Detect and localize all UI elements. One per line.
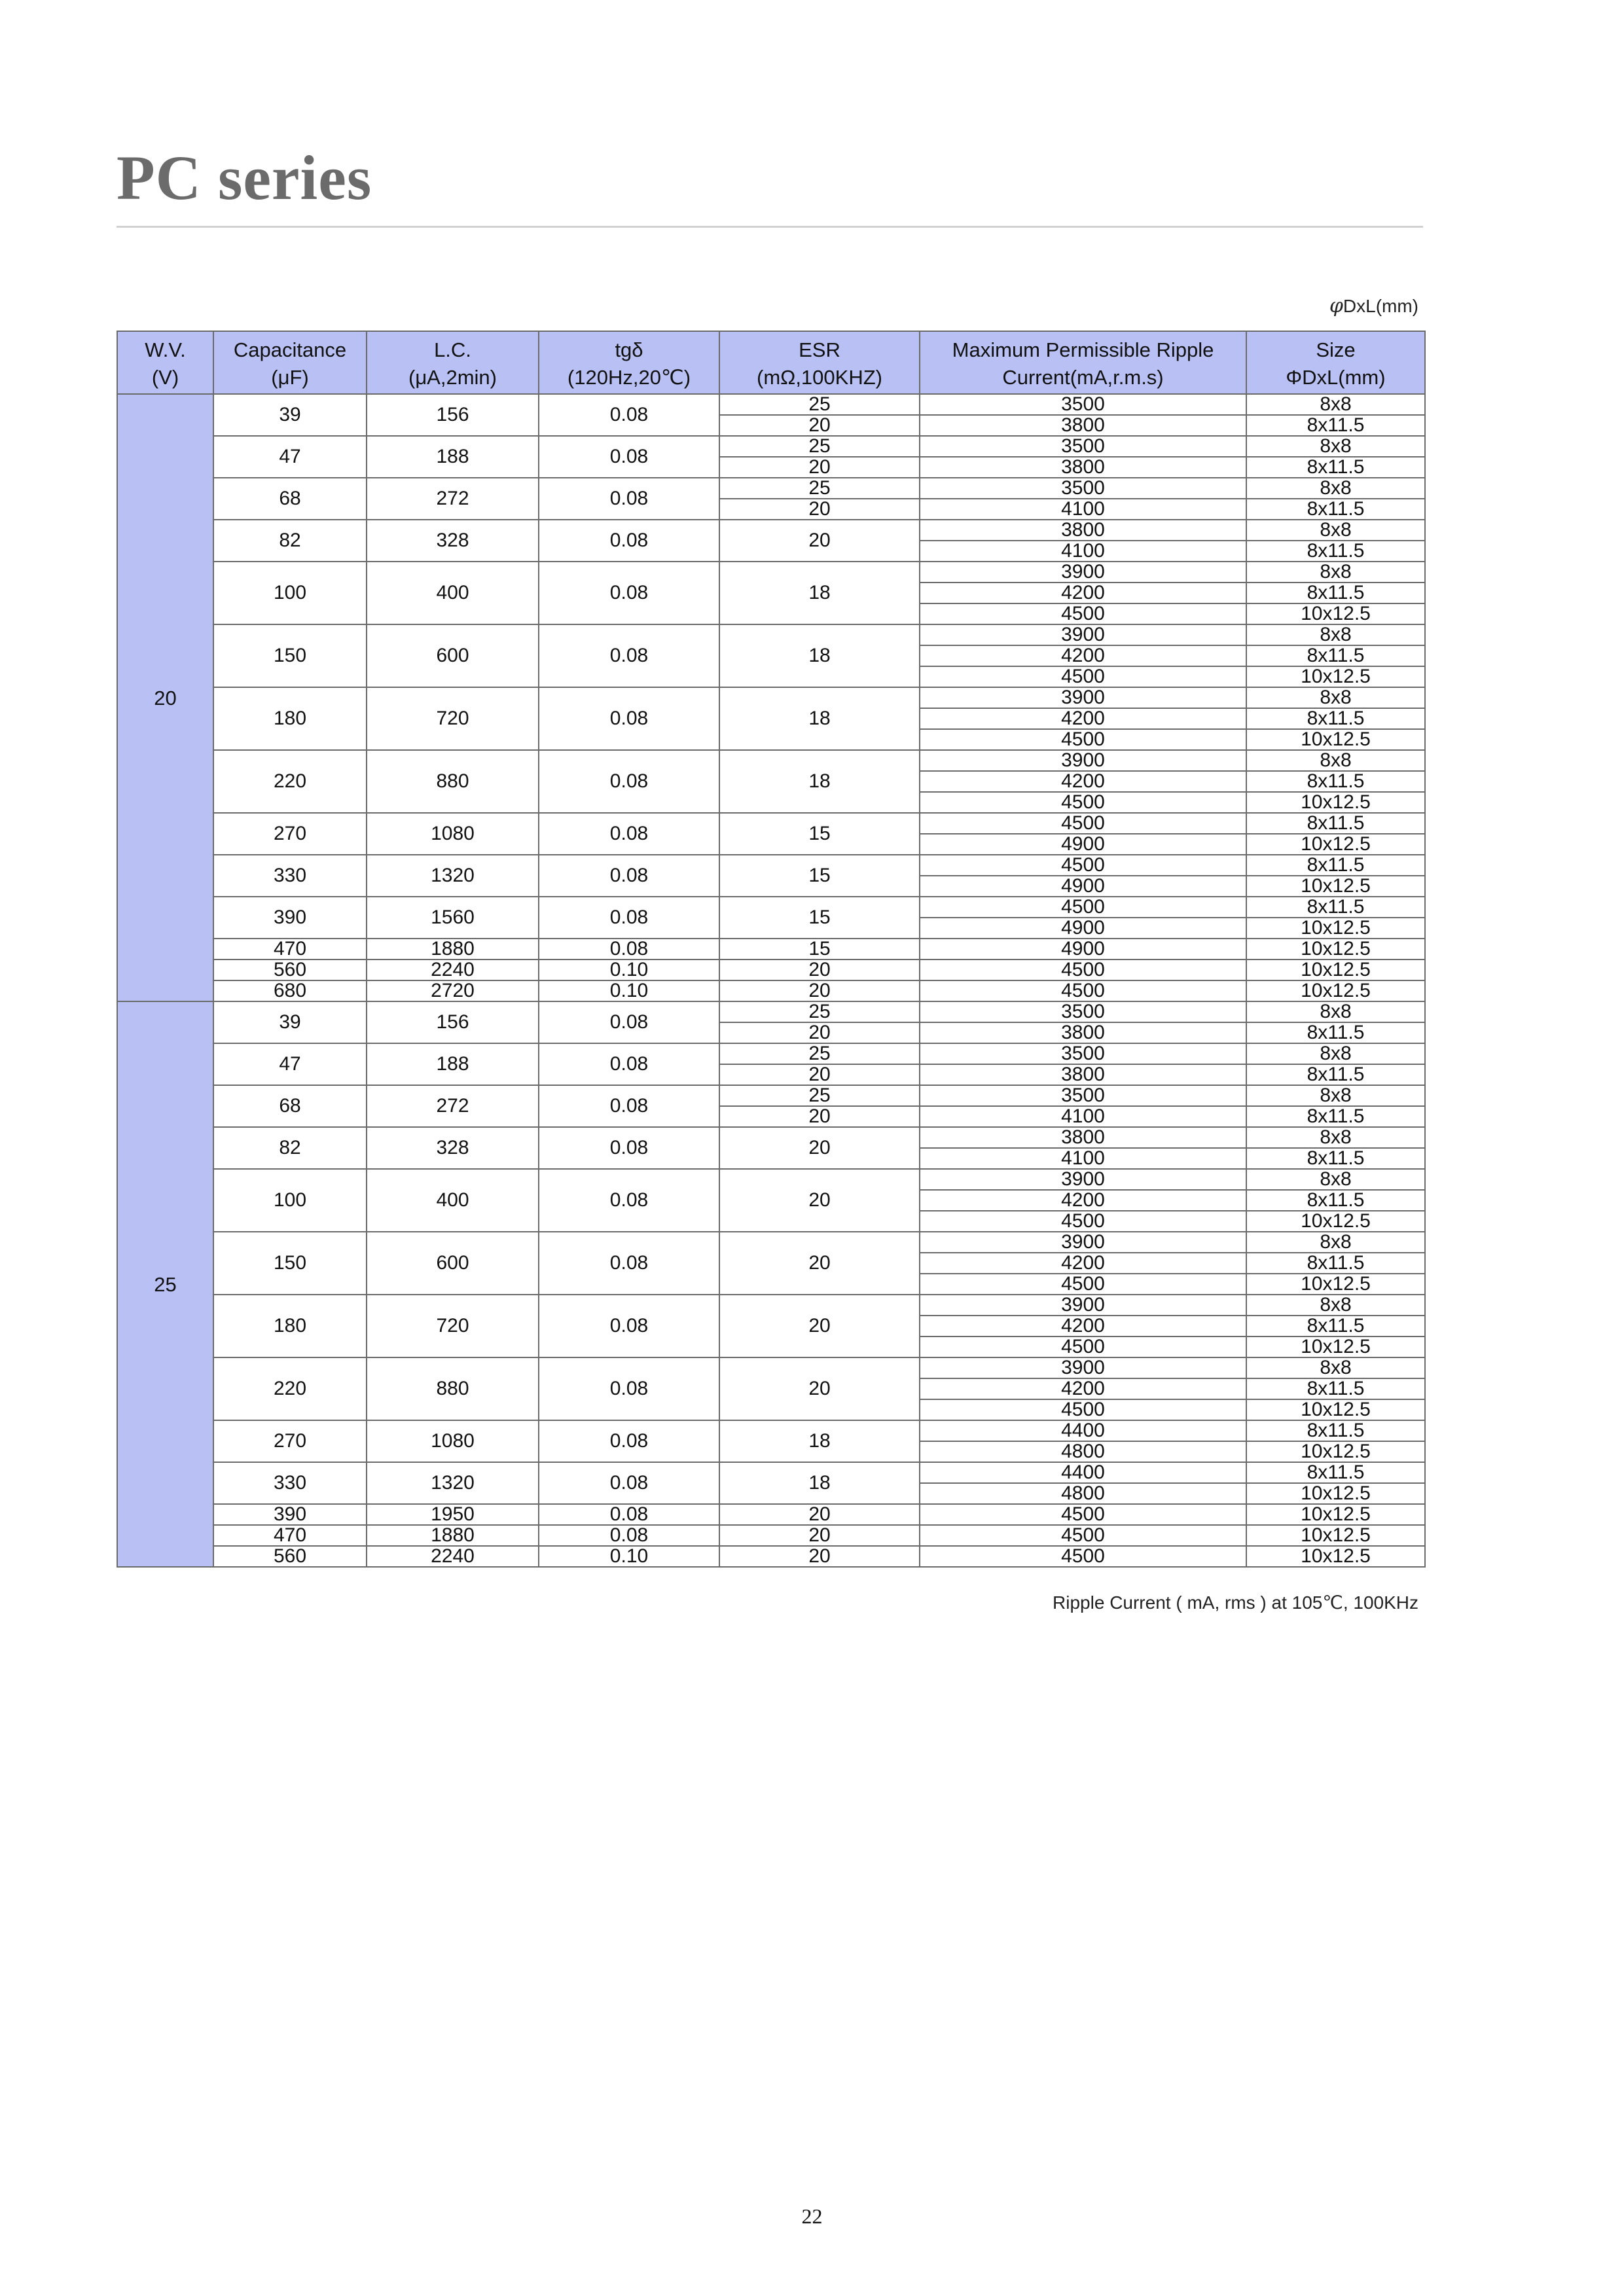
size-cell: 8x11.5	[1246, 1022, 1425, 1043]
capacitance-cell: 390	[213, 1504, 367, 1525]
tg-cell: 0.08	[539, 1295, 719, 1357]
size-cell: 8x8	[1246, 562, 1425, 583]
tg-cell: 0.08	[539, 855, 719, 897]
tg-cell: 0.08	[539, 813, 719, 855]
ripple-cell: 4100	[920, 1148, 1246, 1169]
ripple-cell: 3900	[920, 1169, 1246, 1190]
ripple-cell: 3900	[920, 562, 1246, 583]
size-cell: 8x8	[1246, 1001, 1425, 1022]
esr-cell: 20	[719, 1504, 920, 1525]
table-row	[117, 1169, 1425, 1190]
size-cell: 8x11.5	[1246, 1064, 1425, 1085]
ripple-cell: 3900	[920, 1295, 1246, 1316]
size-cell: 8x11.5	[1246, 457, 1425, 478]
ripple-cell: 4100	[920, 1106, 1246, 1127]
tg-cell: 0.08	[539, 1504, 719, 1525]
size-cell: 8x11.5	[1246, 708, 1425, 729]
ripple-cell: 4900	[920, 939, 1246, 960]
size-cell: 10x12.5	[1246, 1336, 1425, 1357]
capacitance-cell: 150	[213, 624, 367, 687]
esr-cell: 20	[719, 1169, 920, 1232]
table-row	[117, 897, 1425, 918]
lc-cell: 1880	[367, 1525, 539, 1546]
esr-cell: 25	[719, 1085, 920, 1106]
capacitance-cell: 470	[213, 1525, 367, 1546]
ripple-cell: 4500	[920, 1399, 1246, 1420]
size-cell: 8x8	[1246, 750, 1425, 771]
esr-cell: 18	[719, 562, 920, 624]
lc-cell: 720	[367, 687, 539, 750]
ripple-cell: 4800	[920, 1441, 1246, 1462]
esr-cell: 20	[719, 1525, 920, 1546]
wv-cell: 20	[117, 394, 213, 1001]
size-cell: 8x11.5	[1246, 541, 1425, 562]
esr-cell: 15	[719, 855, 920, 897]
esr-cell: 20	[719, 980, 920, 1001]
size-cell: 8x8	[1246, 478, 1425, 499]
capacitance-cell: 470	[213, 939, 367, 960]
size-cell: 10x12.5	[1246, 1211, 1425, 1232]
size-cell: 8x8	[1246, 1043, 1425, 1064]
header-capacitance-unit: (μF)	[213, 363, 367, 394]
esr-cell: 25	[719, 436, 920, 457]
lc-cell: 880	[367, 1357, 539, 1420]
ripple-cell: 4900	[920, 876, 1246, 897]
size-cell: 10x12.5	[1246, 876, 1425, 897]
esr-cell: 15	[719, 813, 920, 855]
table-row	[117, 980, 1425, 1001]
esr-cell: 25	[719, 1043, 920, 1064]
ripple-cell: 4900	[920, 834, 1246, 855]
tg-cell: 0.08	[539, 1169, 719, 1232]
ripple-cell: 4800	[920, 1483, 1246, 1504]
size-cell: 8x11.5	[1246, 1420, 1425, 1441]
lc-cell: 2240	[367, 960, 539, 980]
ripple-cell: 3500	[920, 1085, 1246, 1106]
size-cell: 8x11.5	[1246, 813, 1425, 834]
size-cell: 10x12.5	[1246, 960, 1425, 980]
lc-cell: 400	[367, 562, 539, 624]
size-cell: 10x12.5	[1246, 729, 1425, 750]
size-cell: 8x11.5	[1246, 1148, 1425, 1169]
esr-cell: 20	[719, 1106, 920, 1127]
lc-cell: 328	[367, 1127, 539, 1169]
table-row	[117, 1357, 1425, 1378]
size-cell: 8x8	[1246, 1357, 1425, 1378]
lc-cell: 1320	[367, 1462, 539, 1504]
size-cell: 8x11.5	[1246, 415, 1425, 436]
table-row	[117, 1001, 1425, 1022]
table-row	[117, 1232, 1425, 1253]
ripple-cell: 3900	[920, 687, 1246, 708]
capacitance-cell: 100	[213, 562, 367, 624]
ripple-cell: 4500	[920, 960, 1246, 980]
esr-cell: 18	[719, 750, 920, 813]
tg-cell: 0.08	[539, 687, 719, 750]
lc-cell: 188	[367, 1043, 539, 1085]
header-size: Size	[1246, 331, 1425, 363]
capacitance-cell: 220	[213, 1357, 367, 1420]
ripple-cell: 4200	[920, 771, 1246, 792]
size-cell: 8x8	[1246, 520, 1425, 541]
lc-cell: 400	[367, 1169, 539, 1232]
unit-note	[1329, 295, 1418, 317]
lc-cell: 720	[367, 1295, 539, 1357]
capacitance-cell: 82	[213, 520, 367, 562]
tg-cell: 0.08	[539, 562, 719, 624]
lc-cell: 156	[367, 394, 539, 436]
tg-cell: 0.08	[539, 750, 719, 813]
tg-cell: 0.08	[539, 436, 719, 478]
table-row	[117, 855, 1425, 876]
lc-cell: 1560	[367, 897, 539, 939]
ripple-cell: 3500	[920, 1043, 1246, 1064]
table-row	[117, 1546, 1425, 1567]
size-cell: 8x11.5	[1246, 1253, 1425, 1274]
table-row	[117, 960, 1425, 980]
table-row	[117, 1462, 1425, 1483]
table-row	[117, 1085, 1425, 1106]
size-cell: 10x12.5	[1246, 1525, 1425, 1546]
lc-cell: 600	[367, 1232, 539, 1295]
tg-cell: 0.10	[539, 960, 719, 980]
capacitance-cell: 150	[213, 1232, 367, 1295]
header-ripple: Maximum Permissible Ripple	[920, 331, 1246, 363]
size-cell: 8x11.5	[1246, 1106, 1425, 1127]
ripple-cell: 4200	[920, 1253, 1246, 1274]
ripple-cell: 3800	[920, 457, 1246, 478]
tg-cell: 0.10	[539, 1546, 719, 1567]
esr-cell: 20	[719, 1232, 920, 1295]
esr-cell: 20	[719, 499, 920, 520]
header-esr: ESR	[719, 331, 920, 363]
esr-cell: 20	[719, 1022, 920, 1043]
size-cell: 10x12.5	[1246, 980, 1425, 1001]
lc-cell: 1320	[367, 855, 539, 897]
size-cell: 10x12.5	[1246, 918, 1425, 939]
size-cell: 10x12.5	[1246, 1441, 1425, 1462]
table-row	[117, 1504, 1425, 1525]
tg-cell: 0.08	[539, 939, 719, 960]
capacitance-cell: 180	[213, 687, 367, 750]
capacitance-cell: 180	[213, 1295, 367, 1357]
capacitance-cell: 68	[213, 1085, 367, 1127]
table-row	[117, 1043, 1425, 1064]
ripple-cell: 4500	[920, 1211, 1246, 1232]
ripple-cell: 3800	[920, 1022, 1246, 1043]
ripple-cell: 4400	[920, 1420, 1246, 1441]
table-row	[117, 1295, 1425, 1316]
size-cell: 10x12.5	[1246, 939, 1425, 960]
size-cell: 8x8	[1246, 436, 1425, 457]
esr-cell: 20	[719, 1357, 920, 1420]
tg-cell: 0.08	[539, 1127, 719, 1169]
size-cell: 8x8	[1246, 1127, 1425, 1148]
ripple-cell: 3500	[920, 478, 1246, 499]
ripple-cell: 4500	[920, 1504, 1246, 1525]
table-row	[117, 687, 1425, 708]
capacitance-cell: 100	[213, 1169, 367, 1232]
size-cell: 8x11.5	[1246, 897, 1425, 918]
size-cell: 10x12.5	[1246, 603, 1425, 624]
capacitance-cell: 330	[213, 1462, 367, 1504]
size-cell: 8x11.5	[1246, 771, 1425, 792]
ripple-cell: 4500	[920, 813, 1246, 834]
capacitance-cell: 560	[213, 1546, 367, 1567]
lc-cell: 1880	[367, 939, 539, 960]
table-row	[117, 520, 1425, 541]
size-cell: 8x11.5	[1246, 855, 1425, 876]
size-cell: 8x8	[1246, 1295, 1425, 1316]
size-cell: 8x8	[1246, 624, 1425, 645]
ripple-cell: 3800	[920, 1064, 1246, 1085]
esr-cell: 20	[719, 1127, 920, 1169]
capacitance-cell: 47	[213, 1043, 367, 1085]
footnote: Ripple Current ( mA, rms ) at 105℃, 100KHz	[1053, 1592, 1418, 1613]
size-cell: 8x11.5	[1246, 645, 1425, 666]
esr-cell: 20	[719, 960, 920, 980]
esr-cell: 25	[719, 394, 920, 415]
title-divider	[117, 226, 1423, 228]
ripple-cell: 4200	[920, 1378, 1246, 1399]
esr-cell: 20	[719, 520, 920, 562]
header-ripple-unit: Current(mA,r.m.s)	[920, 363, 1246, 394]
table-row	[117, 436, 1425, 457]
lc-cell: 1080	[367, 813, 539, 855]
lc-cell: 188	[367, 436, 539, 478]
size-cell: 8x8	[1246, 687, 1425, 708]
esr-cell: 20	[719, 1064, 920, 1085]
ripple-cell: 4200	[920, 1190, 1246, 1211]
size-cell: 8x8	[1246, 1169, 1425, 1190]
page-title: PC series	[117, 143, 372, 213]
spec-table-body	[117, 394, 1425, 1567]
esr-cell: 18	[719, 624, 920, 687]
capacitance-cell: 39	[213, 394, 367, 436]
lc-cell: 600	[367, 624, 539, 687]
ripple-cell: 4500	[920, 603, 1246, 624]
capacitance-cell: 330	[213, 855, 367, 897]
header-wv-unit: (V)	[117, 363, 213, 394]
ripple-cell: 4100	[920, 541, 1246, 562]
size-cell: 10x12.5	[1246, 1483, 1425, 1504]
table-row	[117, 1525, 1425, 1546]
table-row	[117, 1127, 1425, 1148]
header-lc: L.C.	[367, 331, 539, 363]
esr-cell: 18	[719, 1420, 920, 1462]
size-cell: 8x11.5	[1246, 583, 1425, 603]
size-cell: 10x12.5	[1246, 1399, 1425, 1420]
ripple-cell: 3800	[920, 1127, 1246, 1148]
ripple-cell: 3500	[920, 1001, 1246, 1022]
tg-cell: 0.08	[539, 1232, 719, 1295]
esr-cell: 20	[719, 457, 920, 478]
ripple-cell: 4500	[920, 1546, 1246, 1567]
esr-cell: 18	[719, 1462, 920, 1504]
lc-cell: 880	[367, 750, 539, 813]
ripple-cell: 4500	[920, 1525, 1246, 1546]
table-row	[117, 1420, 1425, 1441]
table-row	[117, 478, 1425, 499]
header-tg: tgδ	[539, 331, 719, 363]
header-tg-unit: (120Hz,20℃)	[539, 363, 719, 394]
esr-cell: 20	[719, 1295, 920, 1357]
capacitance-cell: 68	[213, 478, 367, 520]
tg-cell: 0.08	[539, 624, 719, 687]
lc-cell: 156	[367, 1001, 539, 1043]
ripple-cell: 4900	[920, 918, 1246, 939]
page-number: 22	[801, 2204, 823, 2228]
lc-cell: 328	[367, 520, 539, 562]
lc-cell: 272	[367, 1085, 539, 1127]
esr-cell: 15	[719, 897, 920, 939]
ripple-cell: 3900	[920, 1357, 1246, 1378]
lc-cell: 1950	[367, 1504, 539, 1525]
ripple-cell: 3500	[920, 394, 1246, 415]
esr-cell: 15	[719, 939, 920, 960]
tg-cell: 0.08	[539, 394, 719, 436]
wv-cell: 25	[117, 1001, 213, 1567]
ripple-cell: 4400	[920, 1462, 1246, 1483]
ripple-cell: 3900	[920, 750, 1246, 771]
ripple-cell: 4500	[920, 980, 1246, 1001]
ripple-cell: 3800	[920, 415, 1246, 436]
table-row	[117, 562, 1425, 583]
lc-cell: 2240	[367, 1546, 539, 1567]
ripple-cell: 4500	[920, 1336, 1246, 1357]
table-row	[117, 750, 1425, 771]
size-cell: 8x11.5	[1246, 1378, 1425, 1399]
tg-cell: 0.08	[539, 897, 719, 939]
table-row	[117, 939, 1425, 960]
esr-cell: 25	[719, 1001, 920, 1022]
tg-cell: 0.08	[539, 1043, 719, 1085]
capacitance-cell: 560	[213, 960, 367, 980]
header-size-unit: ΦDxL(mm)	[1246, 363, 1425, 394]
capacitance-cell: 270	[213, 813, 367, 855]
ripple-cell: 3900	[920, 1232, 1246, 1253]
esr-cell: 20	[719, 1546, 920, 1567]
ripple-cell: 4500	[920, 666, 1246, 687]
ripple-cell: 3800	[920, 520, 1246, 541]
ripple-cell: 4500	[920, 729, 1246, 750]
tg-cell: 0.08	[539, 520, 719, 562]
table-row	[117, 394, 1425, 415]
tg-cell: 0.08	[539, 1462, 719, 1504]
size-cell: 10x12.5	[1246, 834, 1425, 855]
unit-note-text: DxL(mm)	[1343, 296, 1418, 316]
capacitance-cell: 47	[213, 436, 367, 478]
size-cell: 10x12.5	[1246, 1504, 1425, 1525]
size-cell: 8x11.5	[1246, 1462, 1425, 1483]
size-cell: 10x12.5	[1246, 1546, 1425, 1567]
esr-cell: 18	[719, 687, 920, 750]
tg-cell: 0.08	[539, 1525, 719, 1546]
ripple-cell: 4500	[920, 1274, 1246, 1295]
capacitance-cell: 390	[213, 897, 367, 939]
size-cell: 8x8	[1246, 1232, 1425, 1253]
ripple-cell: 4500	[920, 897, 1246, 918]
lc-cell: 272	[367, 478, 539, 520]
phi-symbol: φ	[1329, 295, 1343, 317]
size-cell: 10x12.5	[1246, 1274, 1425, 1295]
ripple-cell: 4500	[920, 855, 1246, 876]
tg-cell: 0.10	[539, 980, 719, 1001]
tg-cell: 0.08	[539, 1085, 719, 1127]
header-lc-unit: (μA,2min)	[367, 363, 539, 394]
tg-cell: 0.08	[539, 1420, 719, 1462]
size-cell: 10x12.5	[1246, 666, 1425, 687]
ripple-cell: 4200	[920, 1316, 1246, 1336]
esr-cell: 20	[719, 415, 920, 436]
tg-cell: 0.08	[539, 1357, 719, 1420]
tg-cell: 0.08	[539, 1001, 719, 1043]
table-row	[117, 813, 1425, 834]
ripple-cell: 4200	[920, 583, 1246, 603]
esr-cell: 25	[719, 478, 920, 499]
size-cell: 10x12.5	[1246, 792, 1425, 813]
lc-cell: 1080	[367, 1420, 539, 1462]
capacitance-cell: 220	[213, 750, 367, 813]
ripple-cell: 3500	[920, 436, 1246, 457]
lc-cell: 2720	[367, 980, 539, 1001]
size-cell: 8x11.5	[1246, 1190, 1425, 1211]
capacitance-cell: 39	[213, 1001, 367, 1043]
ripple-cell: 4200	[920, 708, 1246, 729]
capacitance-cell: 82	[213, 1127, 367, 1169]
ripple-cell: 4100	[920, 499, 1246, 520]
header-wv: W.V.	[117, 331, 213, 363]
size-cell: 8x8	[1246, 394, 1425, 415]
size-cell: 8x11.5	[1246, 1316, 1425, 1336]
table-row	[117, 624, 1425, 645]
ripple-cell: 4500	[920, 792, 1246, 813]
capacitance-cell: 270	[213, 1420, 367, 1462]
tg-cell: 0.08	[539, 478, 719, 520]
size-cell: 8x8	[1246, 1085, 1425, 1106]
size-cell: 8x11.5	[1246, 499, 1425, 520]
capacitance-cell: 680	[213, 980, 367, 1001]
ripple-cell: 3900	[920, 624, 1246, 645]
spec-table	[117, 331, 1426, 1568]
header-esr-unit: (mΩ,100KHZ)	[719, 363, 920, 394]
header-capacitance: Capacitance	[213, 331, 367, 363]
ripple-cell: 4200	[920, 645, 1246, 666]
